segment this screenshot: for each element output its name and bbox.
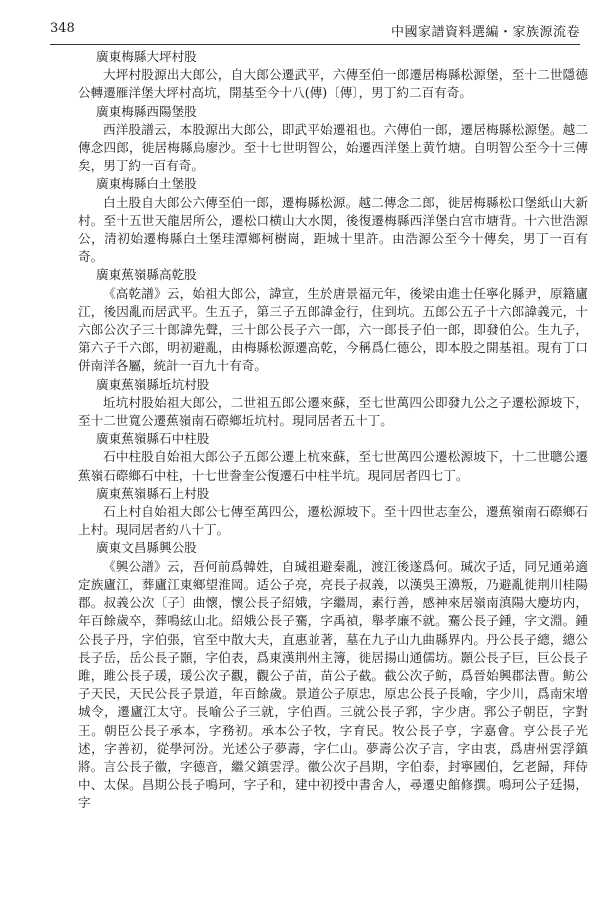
running-header (50, 20, 580, 45)
section-heading: 廣東梅縣大坪村股 (96, 49, 197, 64)
section-paragraph: 坵坑村股始祖大郎公，二世祖五郎公遷來蘇，至七世萬四公即發九公之子遷松源坡下，至十二世寬公遷蕉嶺南石磜鄉坵坑村。現同居者五十丁。 (78, 394, 588, 429)
section-heading: 廣東蕉嶺縣石中柱股 (96, 431, 210, 447)
section-heading: 廣東蕉嶺縣坵坑村股 (96, 376, 210, 392)
section-paragraph: 石中柱股自始祖大郎公子五郎公遷上杭來蘇，至七世萬四公遷松源坡下，十二世聰公遷蕉嶺石磜鄉石中柱，十七世誊奎公復遷石中柱半坑。現同居者四七丁。 (78, 449, 588, 483)
section-heading: 廣東蕉嶺縣石上村股 (96, 485, 210, 501)
section-paragraph: 《高乾譜》云，始祖大郎公，諱宣，生於唐景福元年，後梁由進士任寧化縣尹，原籍廬江，後因亂而居武平。生五子，第三子五郎諱金行，住到坑。五郎公五子十六郎諱義元，十六郎公次子三十郎諱先聲，三十郎公長子六一郎，六一郎長子伯一郎，即發伯公。生九子，第六子千六郎，明初避亂，由梅縣松源遷高乾，今稱爲仁德公，即本股之開基祖。現有丁口併南洋各屬，統計一百九十有奇。 (78, 285, 588, 374)
section-heading: 廣東文昌縣興公股 (96, 540, 197, 556)
section-paragraph: 石上村自始祖大郎公七傳至萬四公，遷松源坡下。至十四世志奎公，遷蕉嶺南石磜鄉石上村。現同居者約八十丁。 (78, 504, 588, 538)
section-paragraph: 《興公譜》云，吾何前爲韓姓，自瑊祖避秦亂，渡江後遂爲何。瑊次子适，同兄通弟適定族廬江，葬廬江東鄉望淮岡。适公子亮，亮長子叔義，以漢吳王濞叛，乃避亂徙荆川桂陽郡。叔義公次〔子〕曲懷，懷公長子紹娥，字繼周，素行善，感神來居嶺南滇陽大慶坊内，年百餘歲卒，葬鳴絃山北。紹娥公長子騫，字禹禎，舉孝廉不就。騫公長子鍾，字文淵。鍾公長子丹，字伯張，官至中散大夫，直惠並著，墓在九子山九曲縣界内。丹公長子總，總公長子岳，岳公長子顥，字伯表，爲東漢荆州主簿，徙居揚山通儒坊。顥公長子巨，巨公長子雎，雎公長子瑗，瑗公次子觀，觀公子苗，苗公子截。截公次子鲂，爲晉始興郡法曹。鲂公子天民，天民公長子景道，年百餘歲。景道公子原忠，原忠公長子長喻，字少川，爲南宋增城令，遷廬江太守。長喻公子三就，字伯酉。三就公長子郛，字少唐。郛公子朝臣，字對王。朝臣公長子承本，字務初。承本公子牧，字育民。牧公長子亨，字嘉會。亨公長子光述，字善初，從學河汾。光述公子夢壽，字仁山。夢壽公次子言，字由衷，爲唐州雲浮鎮將。言公長子徽，字德音，繼父鎮雲浮。徽公次子昌期，字伯泰，封寧國伯，乞老歸，拜侍中、太保。昌期公長子鳴珂，字子和，建中初授中書舍人，尋遷史館修撰。鳴珂公子廷揚，字 (78, 558, 588, 811)
section-paragraph: 大坪村股源出大郎公，自大郎公遷武平，六傳至伯一郎遷居梅縣松源堡，至十二世隱德公轉遷雁洋堡大坪村高坑，開基至今十八(傳)〔傳〕，男丁約二百有奇。 (78, 67, 588, 101)
page-number: 348 (50, 21, 75, 36)
section-paragraph: 西洋股譜云，本股源出大郎公，即武平始遷祖也。六傳伯一郎，遷居梅縣松源堡。越二傳念四郎，徙居梅縣烏廖沙。至十七世明智公，始遷西洋堡上黄竹塘。自明智公至今十三傳矣，男丁約一百有奇。 (78, 121, 588, 174)
body-text (78, 48, 588, 813)
section-paragraph: 白土股自大郎公六傳至伯一郎，遷梅縣松源。越二傳念二郎，徙居梅縣松口堡紙山大新村。至十五世天龍居所公，遷松口横山大水関，後復遷梅縣西洋堡白宫市塘背。十六世浩源公，清初始遷梅縣白土堡珪潭鄉柯樹崗，距城十里許。由浩源公至今十傳矣，男丁一百有奇。 (78, 194, 588, 265)
section-heading: 廣東梅縣白土堡股 (96, 176, 197, 192)
running-title: 中國家譜資料選編・家族源流卷 (390, 25, 580, 40)
section-heading: 廣東梅縣西陽堡股 (96, 103, 197, 119)
section-heading: 廣東蕉嶺縣高乾股 (96, 267, 197, 283)
